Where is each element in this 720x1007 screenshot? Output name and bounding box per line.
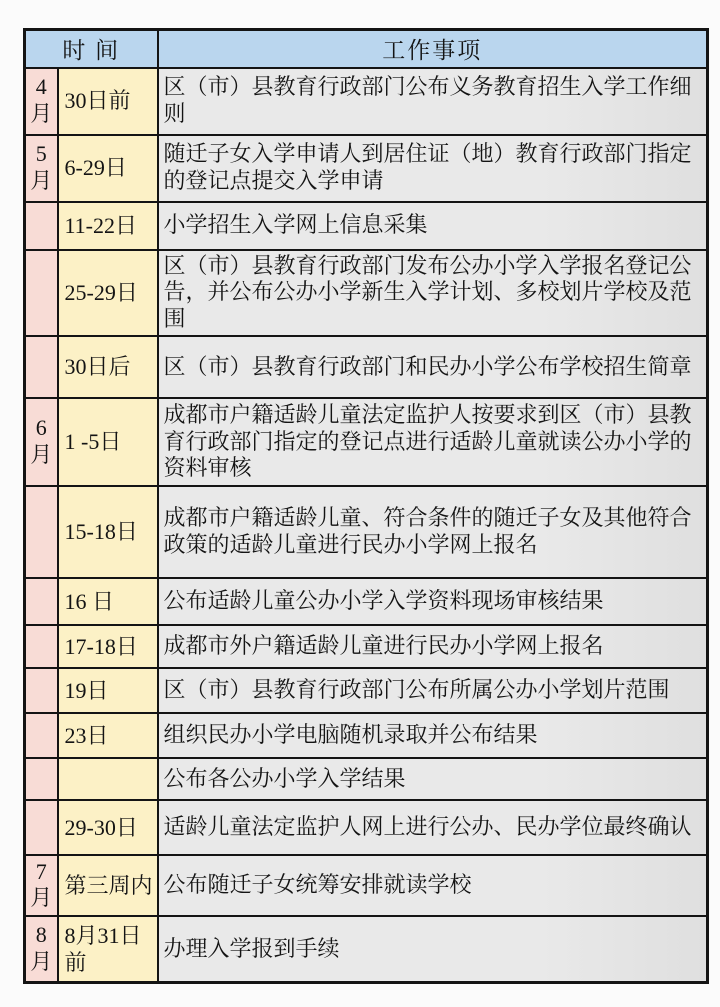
header-cell-time: 时 间	[25, 30, 158, 68]
date-cell: 8月31日前	[58, 916, 158, 983]
task-cell: 成都市户籍适龄儿童法定监护人按要求到区（市）县教育行政部门指定的登记点进行适龄儿童就读公办小学的资料审核	[158, 398, 708, 486]
month-cell: 4月	[25, 68, 58, 135]
table-row	[25, 758, 708, 800]
task-cell: 随迁子女入学申请人到居住证（地）教育行政部门指定的登记点提交入学申请	[158, 135, 708, 202]
task-cell: 区（市）县教育行政部门公布义务教育招生入学工作细则	[158, 68, 708, 135]
table-row	[25, 713, 708, 758]
table-row	[25, 250, 708, 336]
task-cell: 适龄儿童法定监护人网上进行公办、民办学位最终确认	[158, 800, 708, 855]
month-cell: 7月	[25, 855, 58, 916]
task-cell: 小学招生入学网上信息采集	[158, 202, 708, 250]
table-row	[25, 668, 708, 713]
month-cell: 5月	[25, 135, 58, 202]
month-cell: 6月	[25, 398, 58, 486]
month-cell: 8月	[25, 916, 58, 983]
task-cell: 组织民办小学电脑随机录取并公布结果	[158, 713, 708, 758]
table-body	[25, 68, 708, 983]
month-cell	[25, 202, 58, 250]
task-cell: 区（市）县教育行政部门公布所属公办小学划片范围	[158, 668, 708, 713]
schedule-table-container	[23, 28, 709, 984]
month-cell	[25, 668, 58, 713]
table-row	[25, 68, 708, 135]
month-cell	[25, 625, 58, 668]
date-cell: 11-22日	[58, 202, 158, 250]
month-cell	[25, 758, 58, 800]
date-cell: 17-18日	[58, 625, 158, 668]
task-cell: 公布各公办小学入学结果	[158, 758, 708, 800]
date-cell: 1 -5日	[58, 398, 158, 486]
date-cell	[58, 758, 158, 800]
enrollment-schedule-table	[23, 28, 709, 984]
task-cell: 公布适龄儿童公办小学入学资料现场审核结果	[158, 578, 708, 625]
date-cell: 16 日	[58, 578, 158, 625]
date-cell: 30日后	[58, 336, 158, 398]
month-cell	[25, 578, 58, 625]
month-cell	[25, 336, 58, 398]
date-cell: 19日	[58, 668, 158, 713]
month-cell	[25, 800, 58, 855]
date-cell: 第三周内	[58, 855, 158, 916]
header-row	[25, 30, 708, 68]
task-cell: 办理入学报到手续	[158, 916, 708, 983]
date-cell: 29-30日	[58, 800, 158, 855]
date-cell: 25-29日	[58, 250, 158, 336]
table-row	[25, 800, 708, 855]
table-row	[25, 398, 708, 486]
table-row	[25, 625, 708, 668]
table-row	[25, 135, 708, 202]
date-cell: 15-18日	[58, 486, 158, 578]
table-row	[25, 855, 708, 916]
task-cell: 公布随迁子女统筹安排就读学校	[158, 855, 708, 916]
date-cell: 23日	[58, 713, 158, 758]
date-cell: 30日前	[58, 68, 158, 135]
table-row	[25, 202, 708, 250]
header-cell-task: 工作事项	[158, 30, 708, 68]
month-cell	[25, 713, 58, 758]
task-cell: 区（市）县教育行政部门发布公办小学入学报名登记公告，并公布公办小学新生入学计划、多校划片学校及范围	[158, 250, 708, 336]
month-cell	[25, 250, 58, 336]
date-cell: 6-29日	[58, 135, 158, 202]
table-row	[25, 578, 708, 625]
month-cell	[25, 486, 58, 578]
table-header	[25, 30, 708, 68]
task-cell: 区（市）县教育行政部门和民办小学公布学校招生简章	[158, 336, 708, 398]
table-row	[25, 486, 708, 578]
table-row	[25, 916, 708, 983]
task-cell: 成都市户籍适龄儿童、符合条件的随迁子女及其他符合政策的适龄儿童进行民办小学网上报名	[158, 486, 708, 578]
table-row	[25, 336, 708, 398]
task-cell: 成都市外户籍适龄儿童进行民办小学网上报名	[158, 625, 708, 668]
